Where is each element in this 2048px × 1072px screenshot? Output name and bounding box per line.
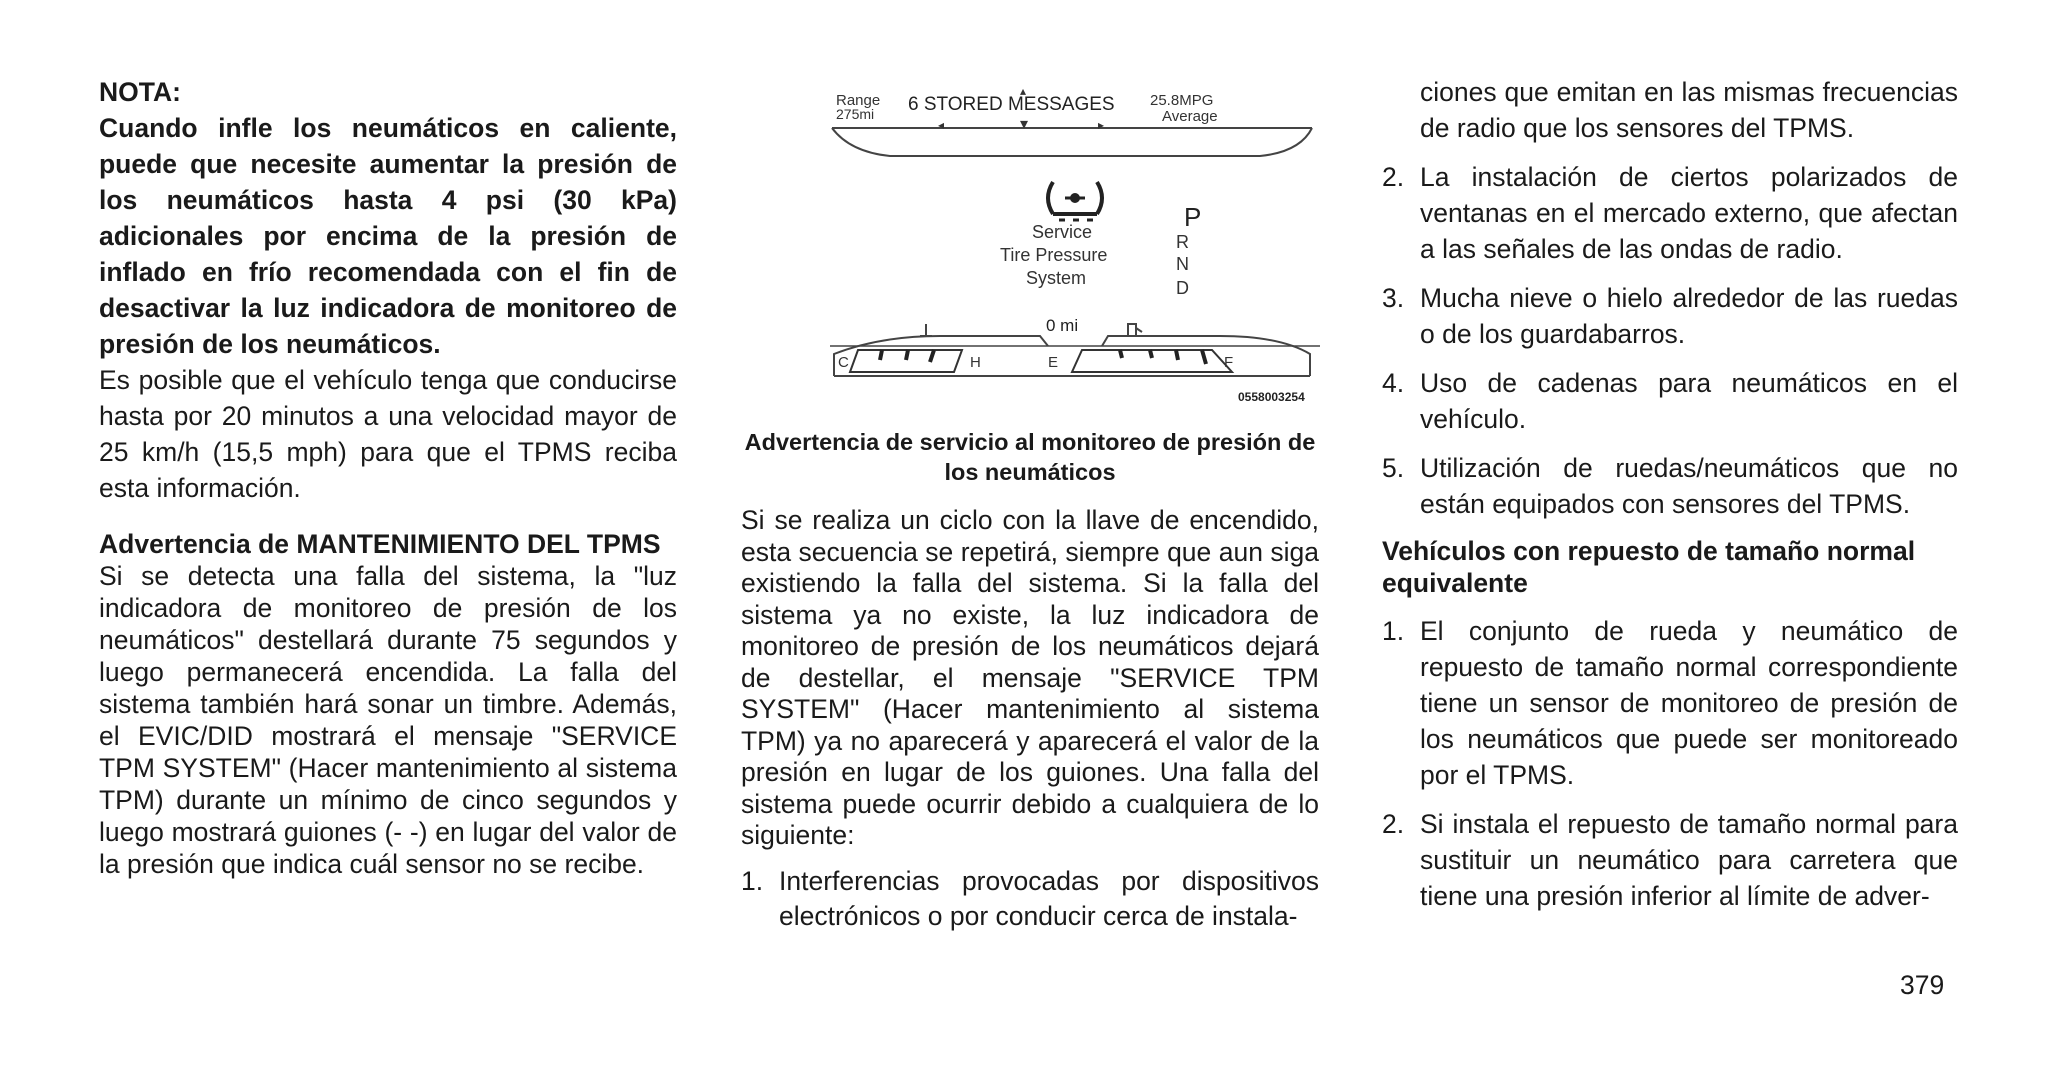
gear-p: P: [1184, 202, 1202, 232]
gear-d: D: [1176, 278, 1189, 298]
middle-column: [741, 505, 1319, 947]
mpg-label: Average: [1162, 108, 1218, 125]
tpms-warning-icon: [1048, 182, 1102, 220]
arrow-up-icon: ▴: [1020, 84, 1027, 98]
page-number: 379: [1900, 970, 1945, 1000]
temp-h-label: H: [970, 354, 981, 371]
arrow-left-icon: ◂: [938, 118, 945, 132]
list-item: 2. Si instala el repuesto de tamaño normal para sustituir un neumático para carretera que tiene una presión inferior al límite de adver-: [1382, 809, 1958, 911]
service-line-2: Tire Pressure: [1000, 245, 1108, 265]
fuel-pump-icon: [1128, 324, 1142, 336]
temp-c-label: C: [838, 354, 849, 371]
section-heading: Advertencia de MANTENIMIENTO DEL TPMS: [99, 529, 661, 559]
note-label: NOTA:: [99, 77, 181, 107]
list-item: 2. La instalación de ciertos polarizados de ventanas en el mercado externo, que afectan a las señales de las ondas de radio.: [1382, 162, 1958, 264]
paragraph: Es posible que el vehículo tenga que conducirse hasta por 20 minutos a una velocidad mayor de 25 km/h (15,5 mph) para que el TPMS reciba esta información.: [99, 365, 677, 503]
odometer: 0 mi: [1046, 316, 1079, 335]
dashboard-figure: [820, 84, 1330, 414]
spare-list: [1382, 613, 1958, 914]
arrow-down-icon: ▾: [1020, 116, 1029, 133]
left-column: [99, 74, 677, 880]
list-item: 5. Utilización de ruedas/neumáticos que no están equipados con sensores del TPMS.: [1382, 453, 1958, 519]
figure-caption: Advertencia de servicio al monitoreo de presión de los neumáticos: [744, 429, 1316, 485]
section-heading: Vehículos con repuesto de tamaño normal equivalente: [1382, 536, 1916, 598]
list-item: 3. Mucha nieve o hielo alrededor de las ruedas o de los guardabarros.: [1382, 283, 1958, 349]
paragraph: Si se detecta una falla del sistema, la "luz indicadora de monitoreo de presión de los neumáticos" destellará durante 75 segundos y luego permanecerá encendida. La falla del sistema también hará sonar un timbre. Además, el EVIC/DID mostrará el mensaje "SERVICE TPM SYSTEM" (Hacer mantenimiento al sistema TPM) durante un mínimo de cinco segundos y luego mostrará guiones (- -) en lugar del valor de la presión que indica cuál sensor no se recibe.: [99, 561, 677, 879]
list-item: 1. El conjunto de rueda y neumático de repuesto de tamaño normal correspondiente tiene un sensor de monitoreo de presión de los neumáticos que puede ser monitoreado por el TPMS.: [1382, 616, 1958, 790]
service-line-3: System: [1026, 268, 1087, 288]
right-column: [1382, 74, 1958, 927]
service-line-1: Service: [1032, 222, 1093, 242]
gear-r: R: [1176, 232, 1189, 252]
fuel-f-label: F: [1224, 354, 1234, 371]
stored-messages: 6 STORED MESSAGES: [908, 94, 1115, 115]
paragraph: Si se realiza un ciclo con la llave de encendido, esta secuencia se repetirá, siempre que aun siga existiendo la falla del sistema. Si la falla del sistema ya no existe, la luz indicadora de monitoreo de presión de los neumáticos dejará de destellar, el mensaje "SERVICE TPM SYSTEM" (Hacer mantenimiento al sistema TPM) ya no aparecerá y aparecerá el valor de la presión en lugar de los guiones. Una falla del sistema puede ocurrir debido a cualquiera de lo siguiente:: [741, 505, 1319, 850]
mpg-value: 25.8MPG: [1150, 92, 1214, 109]
range-value: 275mi: [836, 106, 875, 122]
note-body: Cuando infle los neumáticos en caliente, puede que necesite aumentar la presión de los neumáticos hasta 4 psi (30 kPa) adicionales por encima de la presión de inflado en frío recomendada con el fin de desactivar la luz indicadora de monitoreo de presión de los neumáticos.: [99, 113, 677, 359]
gear-n: N: [1176, 254, 1189, 274]
continued-text: ciones que emitan en las mismas frecuencias de radio que los sensores del TPMS.: [1420, 77, 1958, 143]
cause-list: [741, 864, 1319, 934]
temperature-icon: [920, 324, 932, 336]
list-item: 1. Interferencias provocadas por dispositivos electrónicos o por conducir cerca de instala-: [741, 865, 1319, 931]
arrow-right-icon: ▸: [1098, 118, 1105, 132]
figure-id: 0558003254: [1238, 390, 1305, 404]
cause-list-continued: [1382, 159, 1958, 522]
fuel-e-label: E: [1048, 354, 1059, 371]
range-label: Range: [836, 92, 881, 109]
list-item: 4. Uso de cadenas para neumáticos en el vehículo.: [1382, 368, 1958, 434]
